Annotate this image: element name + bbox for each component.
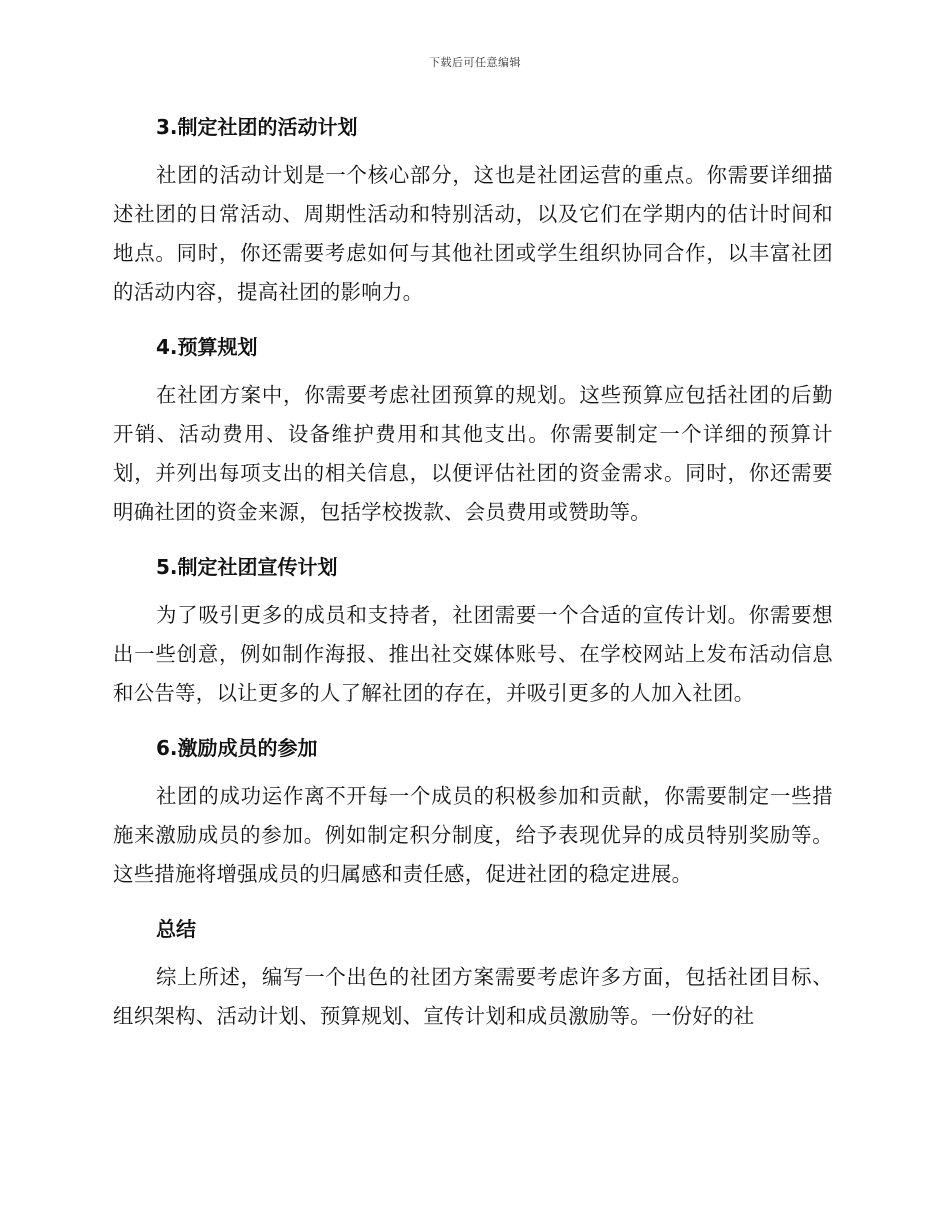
page-header: 下载后可任意编辑: [429, 56, 521, 69]
section-summary: [113, 914, 833, 1036]
section-member-incentives: [113, 733, 833, 894]
section-budget-plan: [113, 332, 833, 532]
section-activity-plan: [113, 112, 833, 312]
section-heading: 3.制定社团的活动计划: [156, 115, 358, 139]
section-heading: 4.预算规划: [156, 335, 258, 359]
document-body: [113, 112, 833, 1036]
section-paragraph: 社团的活动计划是一个核心部分，这也是社团运营的重点。你需要详细描述社团的日常活动、周期性活动和特别活动，以及它们在学期内的估计时间和地点。同时，你还需要考虑如何与其他社团或学生组织协同合作，以丰富社团的活动内容，提高社团的影响力。: [113, 163, 833, 304]
section-heading: 6.激励成员的参加: [156, 736, 318, 760]
section-paragraph: 综上所述，编写一个出色的社团方案需要考虑许多方面，包括社团目标、组织架构、活动计划、预算规划、宣传计划和成员激励等。一份好的社: [113, 965, 833, 1028]
section-heading: 5.制定社团宣传计划: [156, 555, 338, 579]
section-promotion-plan: [113, 552, 833, 713]
section-paragraph: 在社团方案中，你需要考虑社团预算的规划。这些预算应包括社团的后勤开销、活动费用、设备维护费用和其他支出。你需要制定一个详细的预算计划，并列出每项支出的相关信息，以便评估社团的资金需求。同时，你还需要明确社团的资金来源，包括学校拨款、会员费用或赞助等。: [113, 383, 833, 524]
section-paragraph: 为了吸引更多的成员和支持者，社团需要一个合适的宣传计划。你需要想出一些创意，例如制作海报、推出社交媒体账号、在学校网站上发布活动信息和公告等，以让更多的人了解社团的存在，并吸引更多的人加入社团。: [113, 603, 833, 705]
section-paragraph: 社团的成功运作离不开每一个成员的积极参加和贡献，你需要制定一些措施来激励成员的参加。例如制定积分制度，给予表现优异的成员特别奖励等。这些措施将增强成员的归属感和责任感，促进社团的稳定进展。: [113, 784, 833, 886]
section-heading: 总结: [156, 917, 196, 941]
